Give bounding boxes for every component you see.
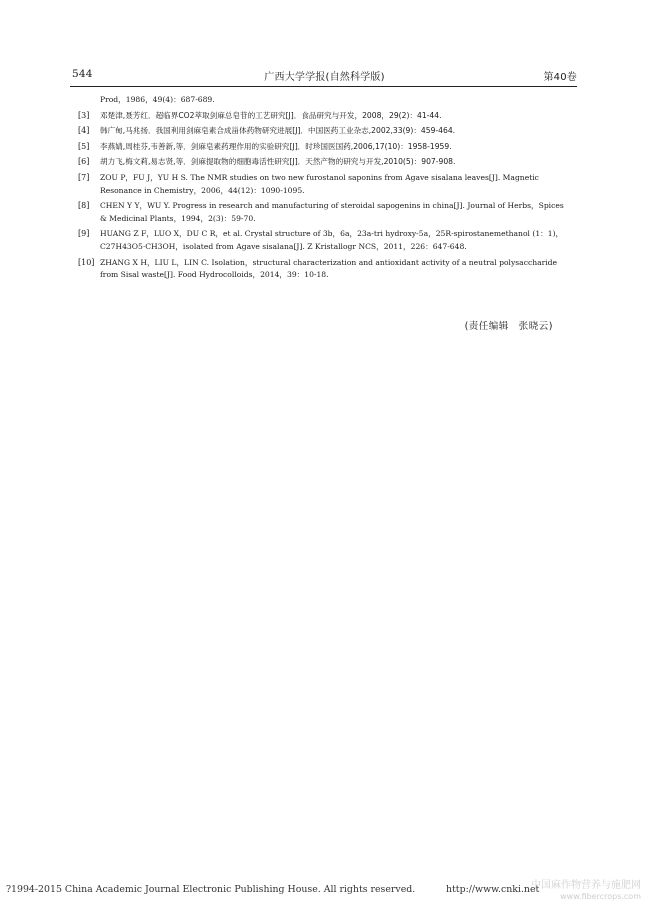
reference-item bbox=[78, 228, 569, 253]
reference-text: 胡力飞,梅文莉,易志贤,等．剑麻提取物的细胞毒活性研究[J]．天然产物的研究与开发,2010(5)：907-908. bbox=[100, 157, 456, 167]
reference-item bbox=[78, 156, 569, 169]
reference-text: ZHANG X H，LIU L，LIN C. Isolation，structural characterization and antioxidant activity of a neutral polysaccharide from Sisal waste[J]. Food Hydrocolloids，2014，39：10-18. bbox=[100, 257, 558, 280]
journal-title: 广西大学学报(自然科学版) bbox=[264, 72, 385, 83]
reference-item bbox=[78, 172, 569, 197]
footer-url: http://www.cnki.net bbox=[446, 884, 540, 895]
reference-number: [5] bbox=[78, 141, 90, 151]
reference-text: CHEN Y Y，WU Y. Progress in research and manufacturing of steroidal sapogenins in china[J]. Journal of Herbs，Spices & Medicinal Plants，1994，2(3)：59-70. bbox=[100, 201, 564, 223]
reference-item bbox=[78, 94, 569, 107]
reference-item bbox=[78, 200, 569, 225]
reference-text: 韩广甸,马兆扬．我国利用剑麻皂素合成甾体药物研究进展[J]．中国医药工业杂志,2002,33(9)：459-464. bbox=[100, 126, 456, 136]
reference-list bbox=[78, 94, 569, 285]
reference-text: Prod，1986，49(4)：687-689. bbox=[100, 95, 215, 104]
page-number: 544 bbox=[72, 68, 93, 80]
reference-text: 李燕婧,周桂芬,韦善新,等．剑麻皂素药理作用的实验研究[J]．时珍国医国药,2006,17(10)：1958-1959. bbox=[100, 141, 452, 151]
watermark bbox=[531, 880, 641, 902]
reference-number: [8] bbox=[78, 201, 90, 211]
reference-number: [3] bbox=[78, 110, 90, 120]
reference-item bbox=[78, 125, 569, 138]
watermark-url: www.fibercrops.com bbox=[560, 892, 641, 901]
reference-number: [6] bbox=[78, 157, 90, 167]
reference-item bbox=[78, 257, 569, 282]
reference-text: HUANG Z F，LUO X，DU C R，et al. Crystal structure of 3b，6a，23a-tri hydroxy-5a，25R-spirostanemethanol (1：1)，C27H43O5·CH3OH，isolated from Agave sisalana[J]. Z Kristallogr NCS，2011，226：647-648. bbox=[100, 229, 564, 251]
volume-label: 第40卷 bbox=[543, 72, 577, 83]
page-header bbox=[62, 64, 587, 84]
reference-text: ZOU P，FU J，YU H S. The NMR studies on two new furostanol saponins from Agave sisalana leaves[J]. Magnetic Resonance in Chemistry，2006，44(12)：1090-1095. bbox=[100, 172, 539, 195]
editor-note: (责任编辑 张晓云) bbox=[464, 321, 553, 332]
reference-item bbox=[78, 110, 569, 123]
watermark-text: 中国麻作物营养与施肥网 bbox=[531, 880, 641, 891]
copyright-text: ?1994-2015 China Academic Journal Electronic Publishing House. All rights reserved. bbox=[6, 884, 416, 895]
reference-number: [10] bbox=[78, 257, 95, 267]
reference-text: 邓楚津,聂芳红．超临界CO2萃取剑麻总皂苷的工艺研究[J]．食品研究与开发，2008，29(2)：41-44. bbox=[100, 110, 442, 120]
reference-item bbox=[78, 141, 569, 154]
header-divider bbox=[70, 86, 577, 87]
reference-number: [9] bbox=[78, 229, 90, 239]
reference-number: [7] bbox=[78, 172, 90, 182]
reference-number: [4] bbox=[78, 126, 90, 136]
